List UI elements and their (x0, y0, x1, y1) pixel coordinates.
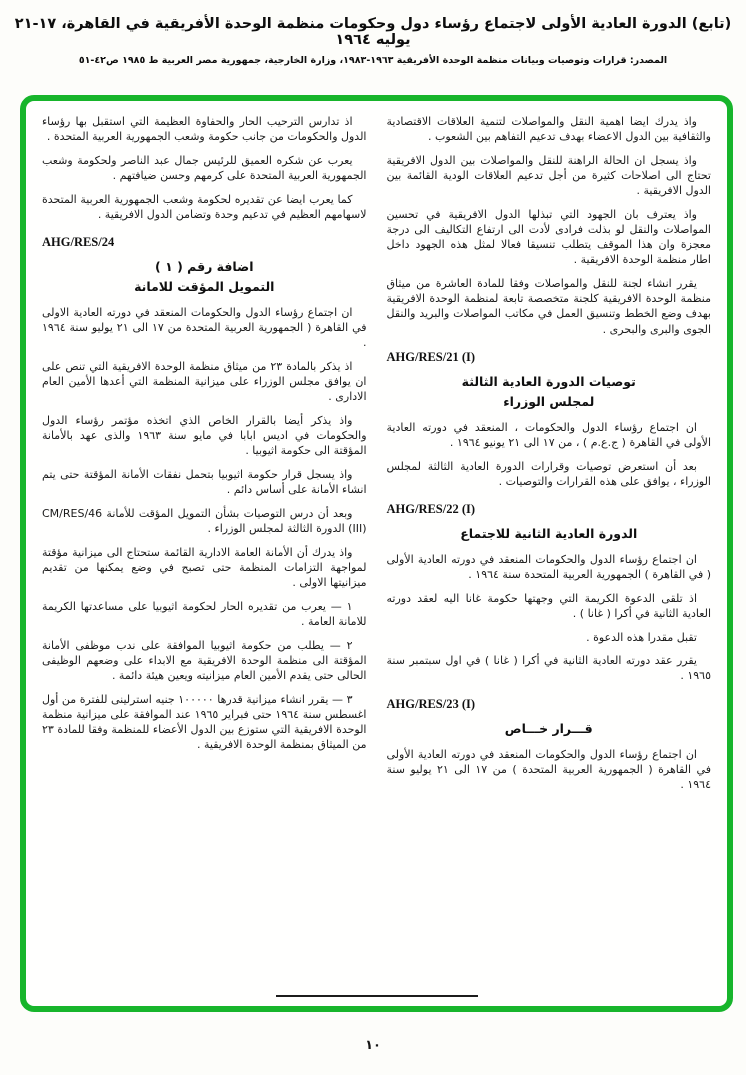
resolution-code: AHG/RES/23 (I) (386, 696, 476, 711)
page-number: ١٠ (365, 1038, 381, 1053)
paragraph: يقرر انشاء لجنة للنقل والمواصلات وفقا للمادة العاشرة من ميثاق منظمة الوحدة الافريقية كلجنة متخصصة تابعة لمنظمة الوحدة الافريقية بهدف وضع الخطط وتنسيق العمل في مكاتب المواصلات والبريد والنقل الجوى والبرى والبحرى . (386, 277, 711, 336)
header-source-line: المصدر: قرارات وتوصيات وبيانات منظمة الوحدة الأفريقية ١٩٦٣-١٩٨٣، وزارة الخارجية، جمهورية مصر العربية ط ١٩٨٥ ص٤٢-٥١ (78, 55, 668, 66)
green-border-frame (20, 95, 733, 1012)
paragraph: واذ يسجل ان الحالة الراهنة للنقل والمواصلات بين الدول الافريقية تحتاج الى اصلاحات كثيرة من أجل تدعيم العلاقات الودية القائمة بين الدول الافريقية . (386, 153, 711, 198)
header-title: (تابع) الدورة العادية الأولى لاجتماع رؤساء دول وحكومات منظمة الوحدة الأفريقية في القاهرة، ١٧-٢١ يوليه ١٩٦٤ (14, 16, 732, 48)
section-heading: الدورة العادية الثانية للاجتماع (460, 525, 638, 541)
paragraph: اذ تلقى الدعوة الكريمة التي وجهتها حكومة غانا اليه لعقد دورته العادية الثانية في أكرا ( غانا ) . (386, 591, 711, 620)
two-column-layout (26, 101, 727, 1006)
resolution-code: AHG/RES/24 (42, 235, 115, 250)
paragraph: ان اجتماع رؤساء الدول والحكومات المنعقد في دورته العادية الاولى في القاهرة ( الجمهورية العربية المتحدة من ١٧ الى ٢١ يوليو سنة ١٩٦٤ . (42, 306, 367, 350)
paragraph: واذ يذكر أيضا بالقرار الخاص الذي اتخذه مؤتمر رؤساء الدول والحكومات في اديس ابابا في مايو سنة ١٩٦٣ والذى عهد بالأمانة المؤقتة الى حكومة اثيوبيا . (42, 414, 367, 458)
section-heading: توصيات الدورة العادية الثالثة (461, 373, 636, 389)
paragraph: اذ تدارس الترحيب الحار والحفاوة العظيمة التي استقبل بها رؤساء الدول والحكومات من جانب حكومة وشعب الجمهورية العربية المتحدة . (42, 115, 367, 144)
paragraph: تقبل مقدرا هذه الدعوة . (586, 630, 697, 644)
resolution-code: AHG/RES/21 (I) (386, 349, 476, 364)
paragraph: ان اجتماع رؤساء الدول والحكومات المنعقد في دورته العادية الأولى ( في القاهرة ) الجمهورية العربية المتحدة سنة ١٩٦٤ . (386, 552, 711, 582)
paragraph: ان اجتماع رؤساء الدول والحكومات ، المنعقد في دورته العادية الأولى في القاهرة ( ج.ع.م ) ، من ١٧ الى ٢١ يونيو ١٩٦٤ . (386, 420, 711, 449)
resolution-code: AHG/RES/22 (I) (386, 501, 476, 516)
section-subheading: التمويل المؤقت للامانة (134, 279, 275, 295)
paragraph: يقرر عقد دورته العادية الثانية في أكرا ( غانا ) في اول سبتمبر سنة ١٩٦٥ . (386, 654, 711, 683)
paragraph: اذ يذكر بالمادة ٢٣ من ميثاق منظمة الوحدة الافريقية التي تنص على ان يوافق مجلس الوزراء على ميزانية المنظمة التي أعدها الأمين العام الادارى . (42, 360, 367, 404)
paragraph: واذ يدرك ايضا اهمية النقل والمواصلات لتنمية العلاقات الاقتصادية والثقافية بين الدول الاعضاء بهدف تدعيم التفاهم بين الشعوب . (386, 115, 711, 144)
paragraph: واذ يعترف بان الجهود التي تبذلها الدول الافريقية في تحسين المواصلات والنقل لو بذلت فرادى لأدت الى ارتفاع التكاليف الى درجة معجزة وان هذا الموقف يتطلب تنسيقا فعالا لمثل هذه الجهود داخل اطار منظمة الوحدة الافريقية . (386, 207, 711, 267)
section-subheading: لمجلس الوزراء (503, 393, 595, 409)
section-heading: اضافة رقم ( ١ ) (155, 259, 254, 275)
paragraph: بعد أن استعرض توصيات وقرارات الدورة العادية الثالثة لمجلس الوزراء ، يوافق على هذه القرارات والتوصيات . (386, 459, 711, 488)
end-divider-rule (276, 995, 478, 997)
column-right (387, 114, 712, 982)
page-header (0, 16, 746, 66)
paragraph: يعرب عن شكره العميق للرئيس جمال عبد الناصر ولحكومة وشعب الجمهورية العربية المتحدة على كرمهم وحسن ضيافتهم . (42, 153, 367, 183)
paragraph: وبعد أن درس التوصيات بشأن التمويل المؤقت للأمانة CM/RES/46 (III) الدورة الثالثة لمجلس الوزراء . (42, 506, 367, 536)
numbered-paragraph: ١ — يعرب من تقديره الحار لحكومة اثيوبيا على مساعدتها الكريمة للامانة العامة . (42, 599, 367, 628)
section-heading: قـــرار خـــاص (504, 720, 593, 736)
paragraph: واذ يدرك أن الأمانة العامة الادارية القائمة ستحتاج الى ميزانية مؤقتة لمواجهة التزامات المنظمة حتى تصبح في وضع يمكنها من تقديم ميزانيتها الاولى . (42, 545, 367, 590)
paragraph: كما يعرب ايضا عن تقديره لحكومة وشعب الجمهورية العربية المتحدة لاسهامهم العظيم في تدعيم وحدة وتضامن الدول الافريقية . (42, 192, 367, 221)
numbered-paragraph: ٢ — يطلب من حكومة اثيوبيا الموافقة على ندب موظفى الأمانة المؤقتة الى منظمة الوحدة الافريقية مع الابداء على وضعهم الوظيفى الحالى حتى يقدم الأمين العام ميزانيته ويعين هيئة دائمة . (42, 638, 367, 682)
paragraph: واذ يسجل قرار حكومة اثيوبيا بتحمل نفقات الأمانة المؤقتة حتى يتم انشاء الأمانة على أساس دائم . (42, 468, 367, 497)
numbered-paragraph: ٣ — يقرر انشاء ميزانية قدرها ١٠٠٠٠٠ جنيه استرلينى للفترة من أول اغسطس سنة ١٩٦٤ حتى فبراير ١٩٦٥ عند الموافقة على ميزانية منظمة الوحدة الافريقية التي ستوزع بين الدول الأعضاء للمنظمة وفقا للمادة ٢٣ من الميثاق بمنظمة الوحدة الافريقية . (42, 692, 367, 752)
paragraph: ان اجتماع رؤساء الدول والحكومات المنعقد في دورته العادية الأولى في القاهرة ( الجمهورية العربية المتحدة ) من ١٧ الى ٢١ يوليو سنة ١٩٦٤ . (386, 747, 711, 791)
column-left (42, 114, 367, 982)
